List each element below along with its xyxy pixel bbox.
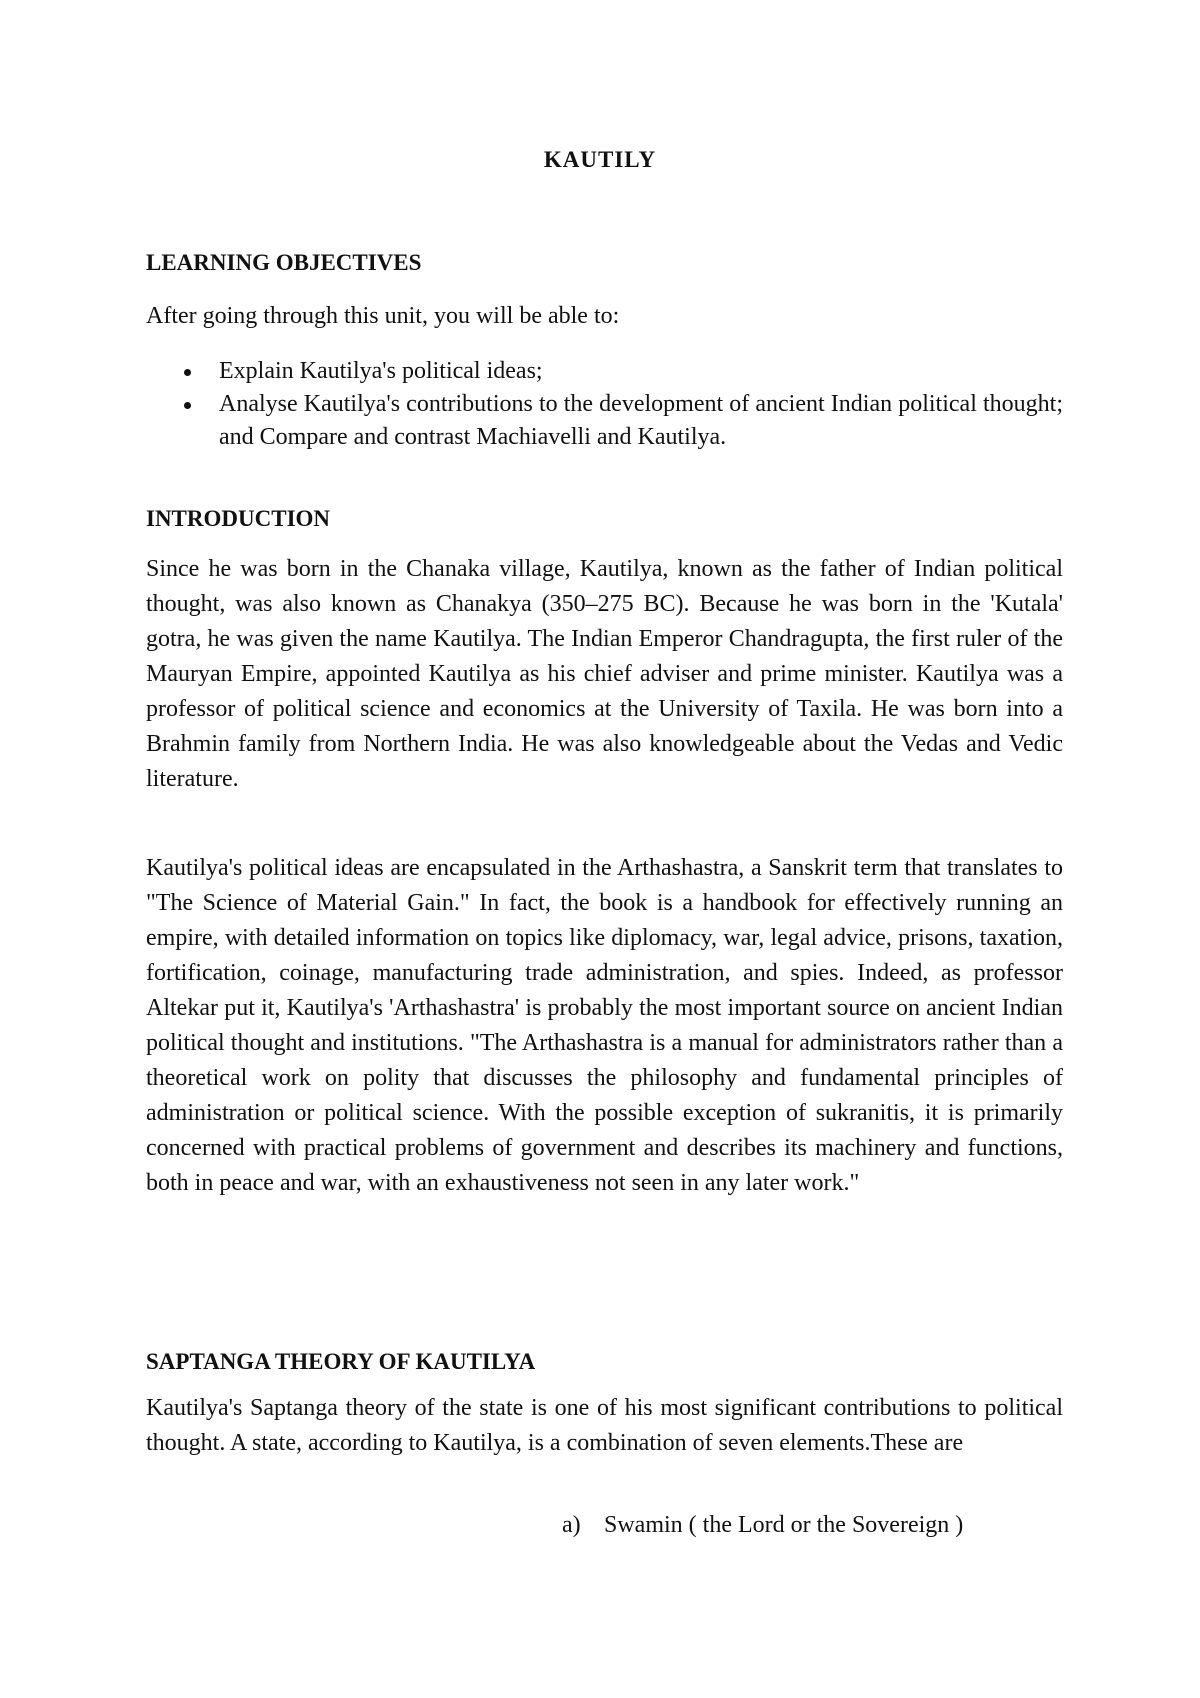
introduction-heading: INTRODUCTION (146, 506, 331, 531)
document-title: KAUTILY (543, 147, 657, 172)
learning-objectives-intro: After going through this unit, you will be able to: (146, 303, 620, 329)
saptanga-list-item (562, 1512, 963, 1539)
list-item (146, 388, 1063, 454)
list-item-text: Explain Kautilya's political ideas; (219, 358, 543, 384)
saptanga-heading: SAPTANGA THEORY OF KAUTILYA (146, 1349, 536, 1374)
saptanga-paragraph: Kautilya's Saptanga theory of the state is one of his most significant contributions to political thought. A state, according to Kautilya, is a combination of seven elements.These are (146, 1395, 1063, 1456)
list-item-text: Swamin ( the Lord or the Sovereign ) (604, 1512, 964, 1538)
learning-objectives-heading: LEARNING OBJECTIVES (146, 250, 422, 275)
list-item (146, 355, 1063, 388)
bullet-icon (184, 402, 191, 409)
introduction-paragraph-1: Since he was born in the Chanaka village, Kautilya, known as the father of Indian political thought, was also known as Chanakya (350–275 BC). Because he was born in the 'Kutala' gotra, he was given the name Kautilya. The Indian Emperor Chandragupta, the first ruler of the Mauryan Empire, appointed Kautilya as his chief adviser and prime minister. Kautilya was a professor of political science and economics at the University of Taxila. He was born into a Brahmin family from Northern India. He was also knowledgeable about the Vedas and Vedic literature. (146, 556, 1063, 792)
list-item-text: Analyse Kautilya's contributions to the development of ancient Indian political thought; and Compare and contrast Machiavelli and Kautilya. (219, 391, 1063, 450)
objectives-list (146, 355, 1063, 454)
bullet-icon (184, 369, 191, 376)
list-marker: a) (562, 1512, 581, 1538)
introduction-paragraph-2: Kautilya's political ideas are encapsulated in the Arthashastra, a Sanskrit term that translates to "The Science of Material Gain." In fact, the book is a handbook for effectively running an empire, with detailed information on topics like diplomacy, war, legal advice, prisons, taxation, fortification, coinage, manufacturing trade administration, and spies. Indeed, as professor Altekar put it, Kautilya's 'Arthashastra' is probably the most important source on ancient Indian political thought and institutions. "The Arthashastra is a manual for administrators rather than a theoretical work on polity that discusses the philosophy and fundamental principles of administration or political science. With the possible exception of sukranitis, it is primarily concerned with practical problems of government and describes its machinery and functions, both in peace and war, with an exhaustiveness not seen in any later work." (146, 855, 1063, 1196)
